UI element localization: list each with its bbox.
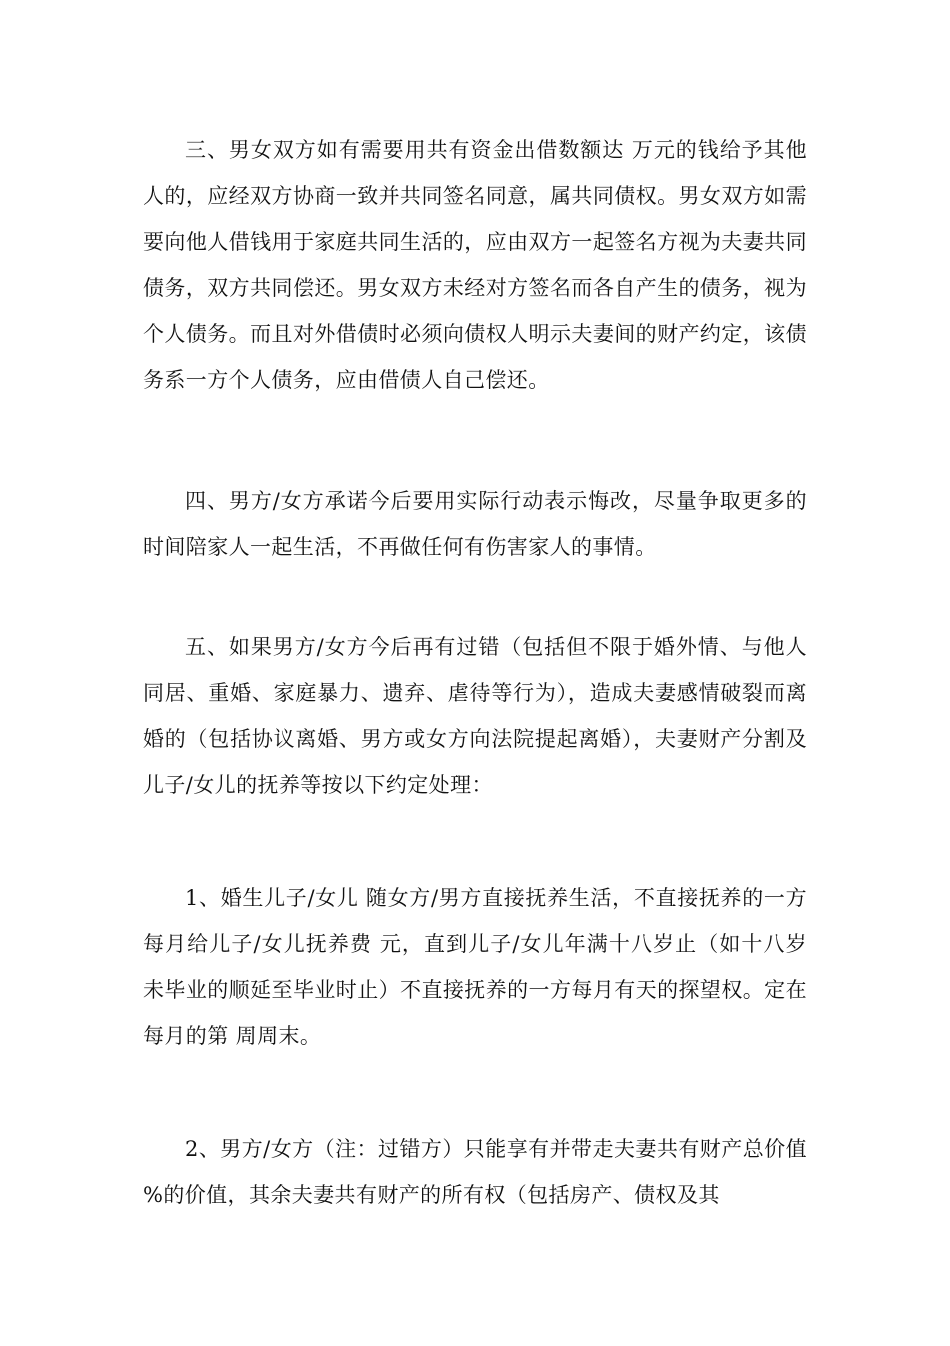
clause-three-paragraph: 三、男女双方如有需要用共有资金出借数额达 万元的钱给予其他人的，应经双方协商一致并共同签名同意，属共同债权。男女双方如需要向他人借钱用于家庭共同生活的，应由双方一起签名方视为夫妻共同债务，双方共同偿还。男女双方未经对方签名而各自产生的债务，视为个人债务。而且对外借债时必须向债权人明示夫妻间的财产约定，该债务系一方个人债务，应由借债人自己偿还。 <box>143 138 807 392</box>
item-one-paragraph: 1、婚生儿子/女儿 随女方/男方直接抚养生活，不直接抚养的一方每月给儿子/女儿抚养费 元，直到儿子/女儿年满十八岁止（如十八岁未毕业的顺延至毕业时止）不直接抚养的一方每月有天的探望权。定在每月的第 周周末。 <box>143 886 807 1048</box>
clause-four-paragraph: 四、男方/女方承诺今后要用实际行动表示悔改，尽量争取更多的时间陪家人一起生活，不再做任何有伤害家人的事情。 <box>143 489 807 559</box>
item-two-paragraph: 2、男方/女方（注：过错方）只能享有并带走夫妻共有财产总价值 %的价值，其余夫妻共有财产的所有权（包括房产、债权及其 <box>143 1137 807 1207</box>
clause-five-paragraph: 五、如果男方/女方今后再有过错（包括但不限于婚外情、与他人同居、重婚、家庭暴力、遗弃、虐待等行为），造成夫妻感情破裂而离婚的（包括协议离婚、男方或女方向法院提起离婚），夫妻财产分割及儿子/女儿的抚养等按以下约定处理： <box>143 635 807 797</box>
